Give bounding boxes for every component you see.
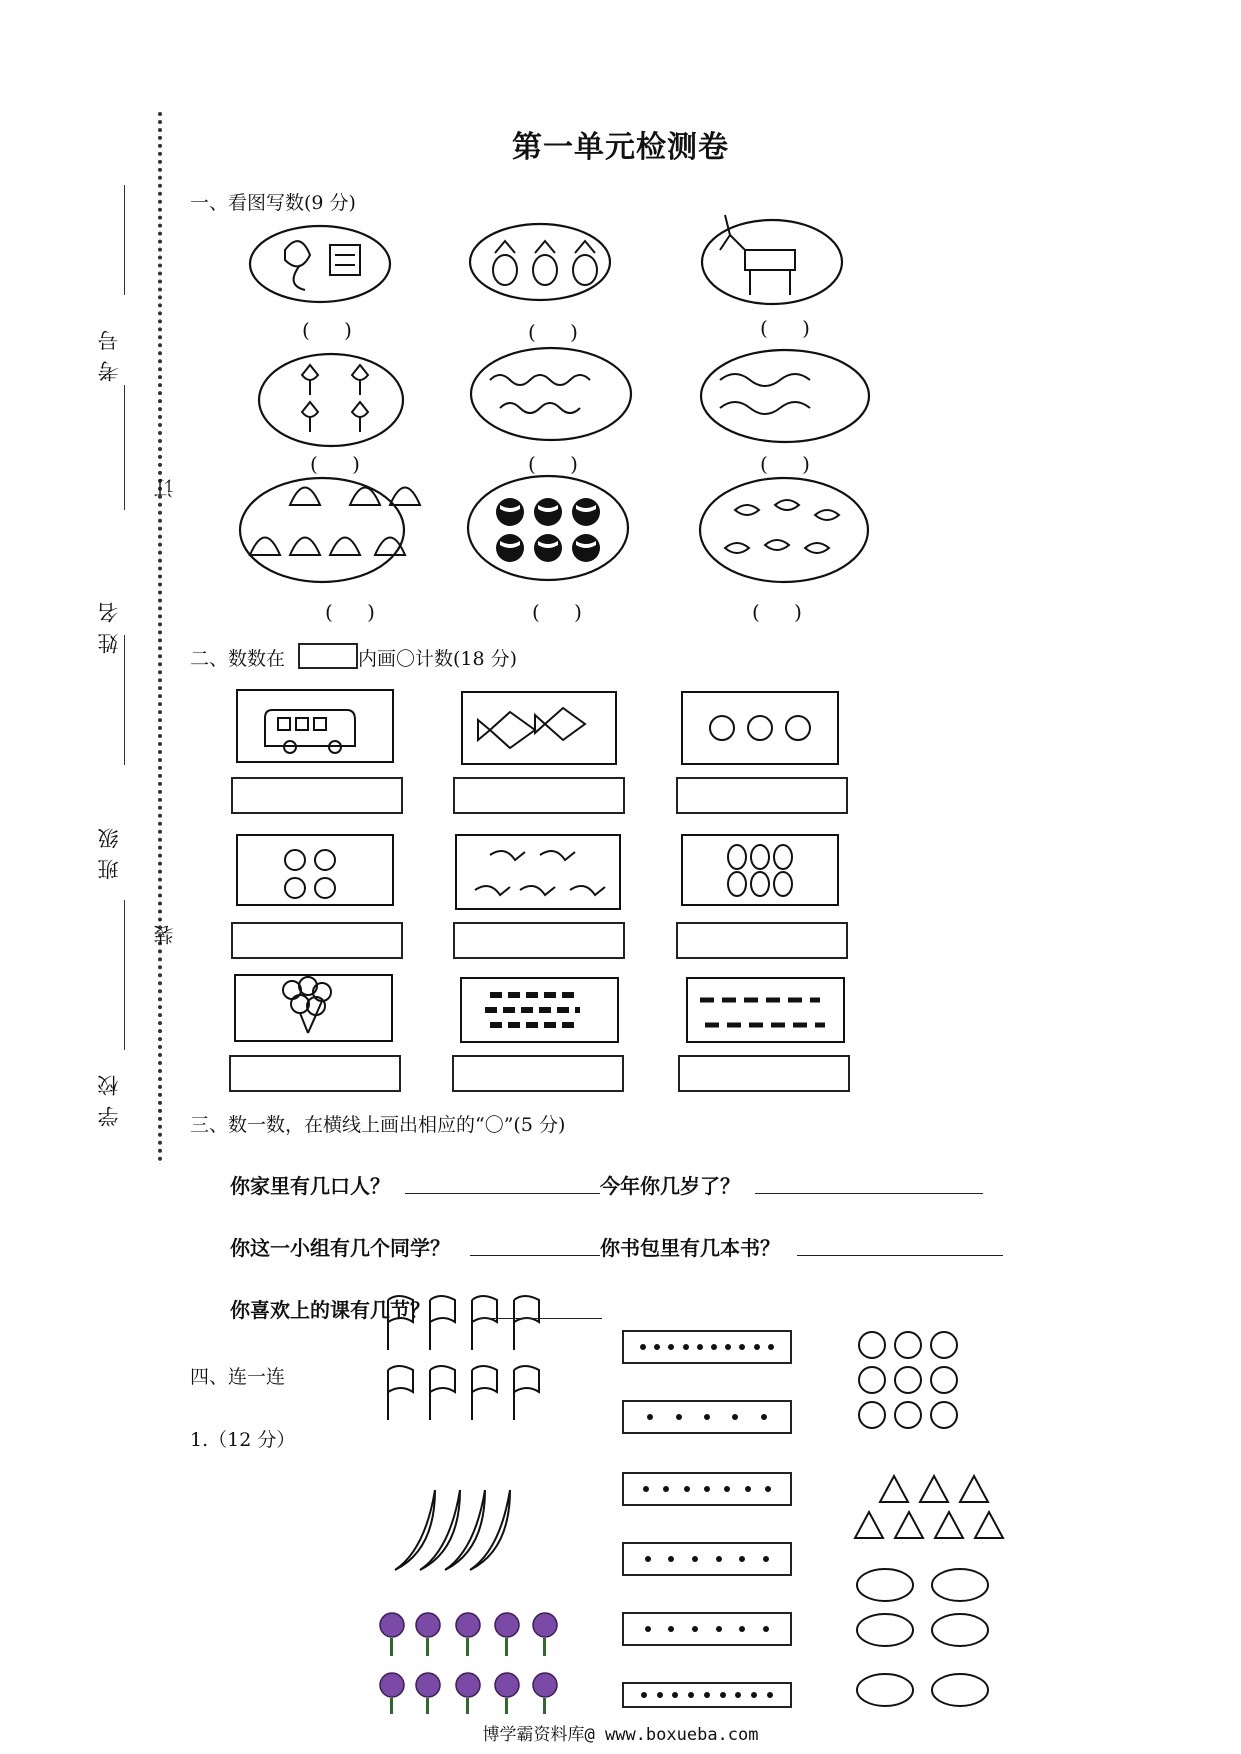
dot (711, 1344, 717, 1350)
dot (672, 1692, 678, 1698)
dot-box[interactable] (622, 1542, 792, 1576)
dot (676, 1414, 682, 1420)
picture-box (235, 975, 392, 1041)
dot (716, 1626, 722, 1632)
answer-line[interactable] (797, 1255, 1003, 1256)
dot (739, 1626, 745, 1632)
exam-number-label: 考号 (97, 320, 121, 382)
dot-box[interactable] (622, 1472, 792, 1506)
oval-picture (250, 226, 390, 302)
dot (735, 1692, 741, 1698)
answer-line[interactable] (405, 1193, 600, 1194)
answer-paren[interactable]: ( ) (760, 316, 824, 340)
footer-watermark: 博学霸资料库@ www.boxueba.com (482, 1725, 759, 1745)
dot-box[interactable] (622, 1682, 792, 1708)
answer-box[interactable] (231, 777, 403, 814)
dot-box[interactable] (622, 1330, 792, 1364)
picture-box (456, 835, 620, 909)
answer-box[interactable] (676, 922, 848, 959)
dot (663, 1486, 669, 1492)
dot (720, 1692, 726, 1698)
dot (645, 1626, 651, 1632)
oval-picture (702, 220, 842, 304)
question-age: 今年你几岁了？ (600, 1174, 740, 1198)
dot (761, 1414, 767, 1420)
section-3-heading: 三、数一数，在横线上画出相应的“〇”(5 分) (190, 1114, 566, 1136)
section-4-heading: 四、连一连 (190, 1366, 286, 1388)
section-2-heading-post: 内画〇计数(18 分) (358, 648, 518, 670)
answer-box[interactable] (678, 1055, 850, 1092)
dot (643, 1486, 649, 1492)
school-label: 学校 (97, 1065, 121, 1127)
dot (704, 1486, 710, 1492)
dot (724, 1486, 730, 1492)
dot (763, 1556, 769, 1562)
answer-line[interactable] (470, 1255, 600, 1256)
answer-paren[interactable]: ( ) (302, 318, 366, 342)
answer-paren[interactable]: ( ) (310, 452, 374, 476)
dot (668, 1626, 674, 1632)
oval-picture (240, 478, 404, 582)
oval-picture (701, 350, 869, 442)
answer-paren[interactable]: ( ) (760, 452, 824, 476)
oval-picture (259, 354, 403, 446)
dot (668, 1344, 674, 1350)
dot (668, 1556, 674, 1562)
picture-box (687, 978, 844, 1042)
dot (704, 1692, 710, 1698)
dot (765, 1486, 771, 1492)
binding-zhuang-label: 装 (153, 915, 177, 945)
dot (684, 1486, 690, 1492)
oval-picture (468, 476, 628, 580)
dot (768, 1344, 774, 1350)
dot (692, 1556, 698, 1562)
answer-line[interactable] (477, 1318, 602, 1319)
answer-box[interactable] (453, 922, 625, 959)
dot (725, 1344, 731, 1350)
answer-paren[interactable]: ( ) (325, 600, 389, 624)
answer-paren[interactable]: ( ) (532, 600, 596, 624)
answer-box[interactable] (231, 922, 403, 959)
dot (645, 1556, 651, 1562)
answer-box[interactable] (229, 1055, 401, 1092)
name-label: 姓名 (97, 592, 121, 654)
dot (697, 1344, 703, 1350)
dot (767, 1692, 773, 1698)
dot (647, 1414, 653, 1420)
dot (640, 1344, 646, 1350)
binding-ding-label: 订 (153, 468, 177, 498)
dot (683, 1344, 689, 1350)
oval-picture (470, 224, 610, 300)
answer-box[interactable] (452, 1055, 624, 1092)
dot-box[interactable] (622, 1612, 792, 1646)
section-4-subheading: 1.（12 分） (190, 1429, 296, 1451)
picture-box (462, 692, 616, 764)
dot (688, 1692, 694, 1698)
inline-box-sample (298, 643, 358, 669)
dot (704, 1414, 710, 1420)
section-2-heading-pre: 二、数数在 (190, 648, 286, 670)
answer-line[interactable] (755, 1193, 983, 1194)
question-classes: 你喜欢上的课有几节？ (230, 1298, 430, 1322)
answer-box[interactable] (676, 777, 848, 814)
dot (657, 1692, 663, 1698)
dot (763, 1626, 769, 1632)
oval-picture (471, 348, 631, 440)
answer-paren[interactable]: ( ) (528, 452, 592, 476)
answer-paren[interactable]: ( ) (528, 320, 592, 344)
dot-box[interactable] (622, 1400, 792, 1434)
dot (754, 1344, 760, 1350)
question-group: 你这一小组有几个同学？ (230, 1236, 450, 1260)
class-label: 班级 (97, 818, 121, 880)
picture-box (237, 835, 393, 905)
dot (739, 1556, 745, 1562)
question-books: 你书包里有几本书？ (600, 1236, 780, 1260)
dot (641, 1692, 647, 1698)
dot (739, 1344, 745, 1350)
dot (654, 1344, 660, 1350)
answer-paren[interactable]: ( ) (752, 600, 816, 624)
section-1-heading: 一、看图写数(9 分) (190, 192, 356, 214)
dot (751, 1692, 757, 1698)
dot (732, 1414, 738, 1420)
answer-box[interactable] (453, 777, 625, 814)
dot (692, 1626, 698, 1632)
oval-picture (700, 478, 868, 582)
page-title: 第一单元检测卷 (512, 130, 729, 165)
question-family: 你家里有几口人？ (230, 1174, 390, 1198)
dot (745, 1486, 751, 1492)
dot (716, 1556, 722, 1562)
picture-box (682, 692, 838, 764)
